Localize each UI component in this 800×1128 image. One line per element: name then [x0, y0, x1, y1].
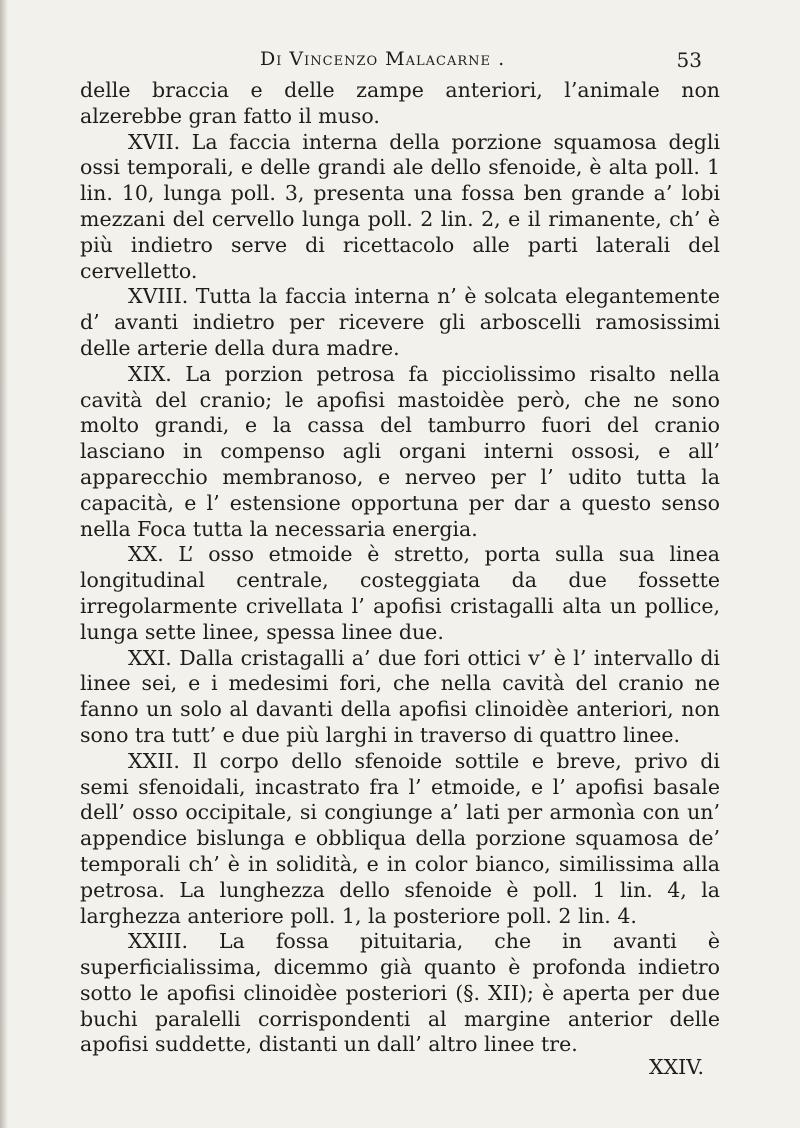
page-gutter-shadow — [0, 0, 8, 1128]
paragraph-xix: XIX. La porzion petrosa fa picciolissimo risalto nella cavità del cranio; le apofisi mastoidèe però, che ne sono molto grandi, e la cassa del tamburro fuori del cranio lasciano in compenso agli organi interni ossosi, e all’ apparecchio membranoso, e nerveo per l’ udito tutta la capacità, e l’ estensione opportuna per dar a questo senso nella Foca tutta la necessaria energia. — [80, 361, 720, 541]
catchword: XXIV. — [648, 1055, 704, 1079]
page-header — [80, 42, 720, 78]
paragraph-xx: XX. L’ osso etmoide è stretto, porta sulla sua linea longitudinal centrale, costeggiata da due fossette irregolarmente crivellata l’ apofisi cristagalli alta un pollice, lunga sette linee, spessa linee due. — [80, 542, 720, 644]
paragraph-xxi: XXI. Dalla cristagalli a’ due fori ottici v’ è l’ intervallo di linee sei, e i medesimi fori, che nella cavità del cranio ne fanno un solo al davanti della apofisi clinoidèe anteriori, non sono tra tutt’ e due più larghi in traverso di quattro linee. — [80, 645, 720, 747]
paragraph-xvii: XVII. La faccia interna della porzione squamosa degli ossi temporali, e delle grandi ale dello sfenoide, è alta poll. 1 lin. 10, lunga poll. 3, presenta una fossa ben grande a’ lobi mezzani del cervello lunga poll. 2 lin. 2, e il rimanente, ch’ è più indietro serve di ricettacolo alle parti laterali del cervelletto. — [80, 129, 720, 283]
page-number: 53 — [676, 48, 702, 72]
paragraph-xviii: XVIII. Tutta la faccia interna n’ è solcata elegantemente d’ avanti indietro per ricevere gli arboscelli ramosissimi delle arterie della dura madre. — [80, 284, 720, 360]
paragraph-continuation: delle braccia e delle zampe anteriori, l’animale non alzerebbe gran fatto il muso. — [80, 78, 720, 128]
running-head: Di Vincenzo Malacarne . — [260, 48, 506, 70]
body-text — [80, 78, 720, 1058]
paragraph-xxiii: XXIII. La fossa pituitaria, che in avanti è superficialissima, dicemmo già quanto è profonda indietro sotto le apofisi clinoidèe posteriori (§. XII); è aperta per due buchi paralelli corrispondenti al margine anterior delle apofisi suddette, distanti un dall’ altro linee tre. — [80, 929, 720, 1057]
paragraph-xxii: XXII. Il corpo dello sfenoide sottile e breve, privo di semi sfenoidali, incastrato fra l’ etmoide, e l’ apofisi basale dell’ osso occipitale, si congiunge a’ lati per armonìa con un’ appendice bislunga e obbliqua della porzione squamosa de’ temporali ch’ è in solidità, e in color bianco, similissima alla petrosa. La lunghezza dello sfenoide è poll. 1 lin. 4, la larghezza anteriore poll. 1, la posteriore poll. 2 lin. 4. — [80, 748, 720, 928]
